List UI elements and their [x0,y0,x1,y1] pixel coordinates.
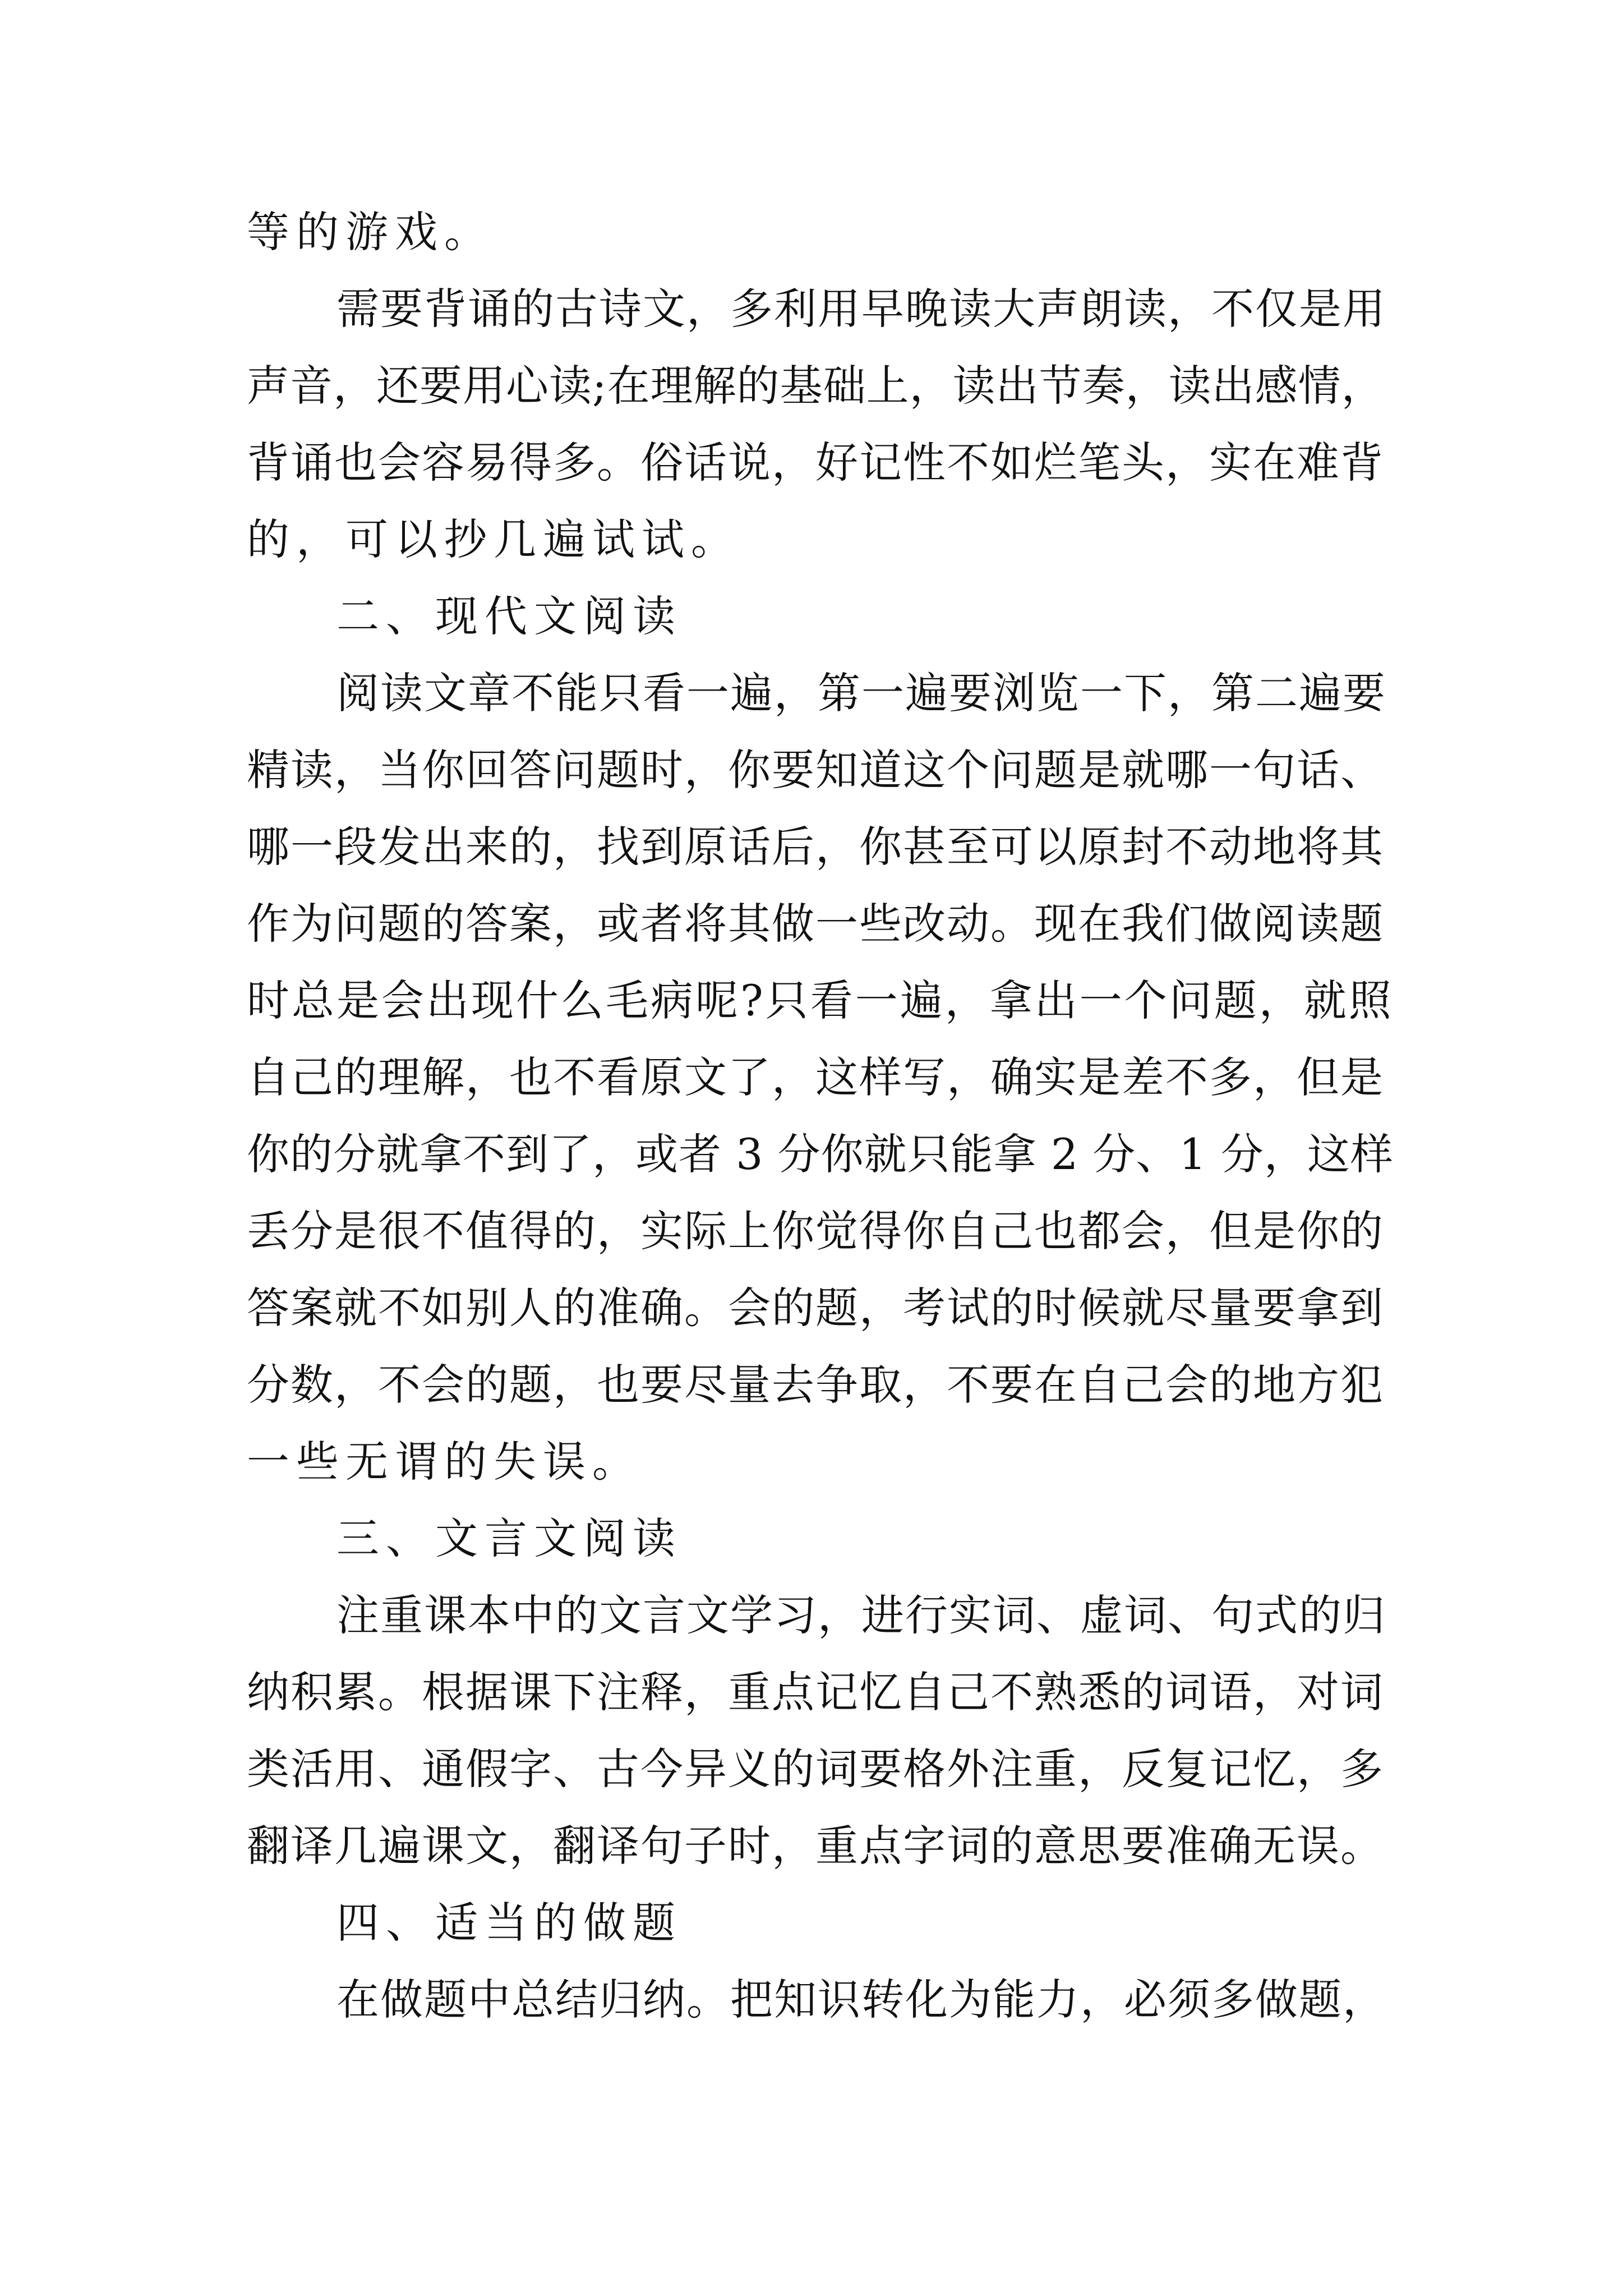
text-line: 纳积累。根据课下注释，重点记忆自己不熟悉的词语，对词 [247,1667,1384,1717]
text-line: 精读，当你回答问题时，你要知道这个问题是就哪一句话、 [247,745,1384,795]
text-line: 等的游戏。 [247,207,494,257]
text-line: 自己的理解，也不看原文了，这样写，确实是差不多，但是 [247,1052,1384,1102]
text-line: 类活用、通假字、古今异义的词要格外注重，反复记忆，多 [247,1744,1384,1794]
text-line: 背诵也会容易得多。俗话说，好记性不如烂笔头，实在难背 [247,438,1384,487]
text-line: 声音，还要用心读;在理解的基础上，读出节奏，读出感情， [247,361,1385,411]
section-heading: 四、适当的做题 [336,1898,682,1948]
text-line: 时总是会出现什么毛病呢?只看一遍，拿出一个问题，就照 [247,976,1394,1025]
text-line: 哪一段发出来的，找到原话后，你甚至可以原封不动地将其 [247,822,1384,872]
text-line: 一些无谓的失误。 [247,1437,642,1487]
text-line: 翻译几遍课文，翻译句子时，重点字词的意思要准确无误。 [247,1821,1384,1871]
text-line: 你的分就拿不到了，或者 3 分你就只能拿 2 分、1 分，这样 [247,1129,1394,1179]
section-heading: 三、文言文阅读 [336,1513,682,1563]
section-heading: 二、现代文阅读 [336,591,682,641]
text-line: 作为问题的答案，或者将其做一些改动。现在我们做阅读题 [247,899,1384,949]
text-line: 答案就不如别人的准确。会的题，考试的时候就尽量要拿到 [247,1283,1384,1333]
text-line: 的，可以抄几遍试试。 [247,514,740,564]
text-line: 阅读文章不能只看一遍，第一遍要浏览一下，第二遍要 [336,668,1386,718]
text-line: 注重课本中的文言文学习，进行实词、虚词、句式的归 [336,1590,1386,1640]
document-body [247,194,1394,2038]
text-line: 在做题中总结归纳。把知识转化为能力，必须多做题， [336,1975,1386,2024]
text-line: 丢分是很不值得的，实际上你觉得你自己也都会，但是你的 [247,1206,1384,1256]
text-line: 需要背诵的古诗文，多利用早晚读大声朗读，不仅是用 [336,284,1386,334]
text-line: 分数，不会的题，也要尽量去争取，不要在自己会的地方犯 [247,1360,1384,1410]
